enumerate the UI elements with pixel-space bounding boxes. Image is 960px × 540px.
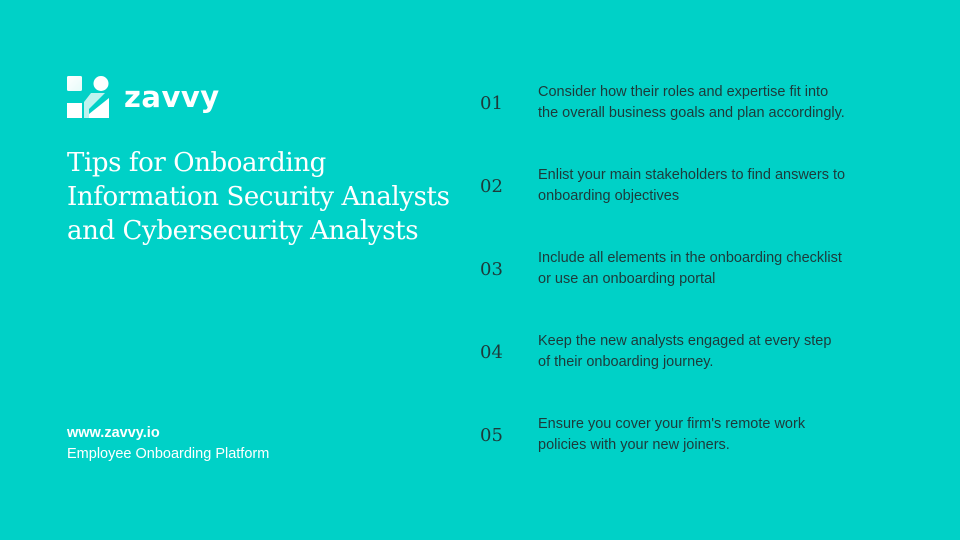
tip-line: or use an onboarding portal — [538, 271, 716, 287]
tip-line: of their onboarding journey. — [538, 354, 714, 370]
tips-list — [480, 82, 950, 497]
tip-item — [480, 331, 950, 414]
tip-number: 01 — [480, 93, 503, 114]
tip-item — [480, 414, 950, 497]
tip-line: onboarding objectives — [538, 188, 680, 204]
tip-number: 04 — [480, 342, 503, 363]
tip-number: 02 — [480, 176, 503, 197]
tip-line: policies with your new joiners. — [538, 437, 730, 453]
title-line: Information Security Analysts — [67, 182, 450, 212]
title-line: Tips for Onboarding — [67, 148, 326, 178]
tip-line: Ensure you cover your firm's remote work — [538, 416, 806, 432]
tip-line: Enlist your main stakeholders to find answers to — [538, 167, 846, 183]
tip-line: Keep the new analysts engaged at every step — [538, 333, 832, 349]
tip-text — [538, 165, 845, 248]
tip-text — [538, 414, 805, 497]
brand-name: zavvy — [124, 79, 220, 114]
tip-item — [480, 248, 950, 331]
tip-line: Include all elements in the onboarding checklist — [538, 250, 842, 266]
tip-text — [538, 248, 842, 331]
tip-line: Consider how their roles and expertise fit into — [538, 84, 829, 100]
tip-item — [480, 82, 950, 165]
tip-number: 05 — [480, 425, 503, 446]
tip-text — [538, 82, 845, 165]
tip-number: 03 — [480, 259, 503, 280]
tip-text — [538, 331, 831, 414]
website-url: www.zavvy.io — [67, 425, 160, 441]
title-line: and Cybersecurity Analysts — [67, 216, 419, 246]
tip-item — [480, 165, 950, 248]
zavvy-logo-icon — [67, 76, 109, 118]
brand-logo — [67, 76, 220, 118]
footer — [67, 423, 269, 464]
tagline: Employee Onboarding Platform — [67, 446, 270, 462]
page-title — [67, 146, 467, 248]
tip-line: the overall business goals and plan accordingly. — [538, 105, 845, 121]
